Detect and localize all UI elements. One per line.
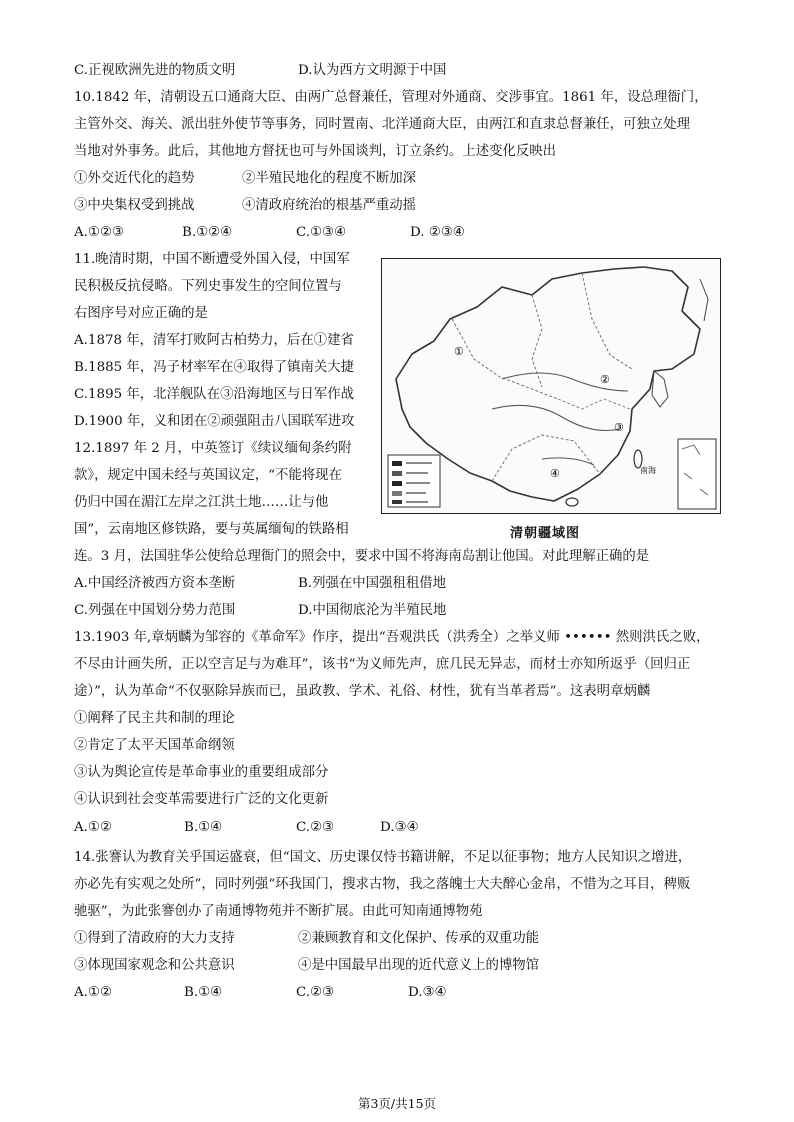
q10-items-row-2 (74, 196, 417, 216)
q13-stem-line-1: 13.1903 年,章炳麟为邹容的《革命军》作序，提出“吾观洪氏（洪秀全）之举义师 •••••• 然则洪氏之败， (74, 630, 710, 645)
map-caption: 清朝疆域图 (510, 526, 581, 541)
q10-option-a: A.①②③ (74, 225, 124, 240)
q9-option-c: C.正视欧洲先进的物质文明 (74, 63, 236, 78)
q14-option-a: A.①② (74, 985, 112, 1000)
q14-stem-line-2: 亦必先有实观之处所”，同时列强“环我国门，搜求古物，我之落魄士大夫醉心金帛，不惜为之耳目，稗贩 (74, 877, 691, 892)
q13-item-4: ④认识到社会变革需要进行广泛的文化更新 (74, 792, 329, 807)
q14-options (74, 983, 447, 1003)
q11-option-b: B.1885 年，冯子材率军在④取得了镇南关大捷 (74, 360, 355, 375)
map-label-4: ④ (550, 467, 560, 480)
q14-stem-line-1: 14.张謇认为教育关乎国运盛衰，但“国文、历史课仅恃书籍讲解，不足以征事物；地方人民知识之增进， (74, 850, 692, 865)
q10-stem-line-3: 当地对外事务。此后，其他地方督抚也可与外国谈判，订立条约。上述变化反映出 (74, 144, 557, 159)
q13-stem-line-3: 途）”，认为革命“不仅驱除异族而已，虽政教、学术、礼俗、材性，犹有当革者焉”。这表明章炳麟 (74, 684, 651, 699)
q12-option-a: A.中国经济被西方资本垄断 (74, 576, 236, 591)
q12-option-b: B.列强在中国强租租借地 (298, 576, 447, 591)
q13-option-b: B.①④ (184, 820, 223, 835)
q13-item-1: ①阐释了民主共和制的理论 (74, 711, 235, 726)
q10-stem-line-2: 主管外交、海关、派出驻外使节等事务，同时置南、北洋通商大臣，由两江和直隶总督兼任，可独立处理 (74, 117, 690, 132)
q11-stem-line-1: 11.晚清时期，中国不断遭受外国入侵，中国军 (74, 252, 350, 267)
q10-item-1: ①外交近代化的趋势 (74, 171, 195, 186)
q14-item-2: ②兼顾教育和文化保护、传承的双重功能 (298, 931, 540, 946)
q13-item-3: ③认为舆论宣传是革命事业的重要组成部分 (74, 765, 329, 780)
q11-option-c: C.1895 年，北洋舰队在③沿海地区与日军作战 (74, 387, 354, 402)
q14-item-1: ①得到了清政府的大力支持 (74, 931, 235, 946)
q12-stem-line-3: 仍归中国在湄江左岸之江洪土地……让与他 (74, 495, 329, 510)
q12-stem-line-4: 国”，云南地区修铁路，要与英属缅甸的铁路相 (74, 522, 349, 537)
q11-stem-line-3: 右图序号对应正确的是 (74, 306, 208, 321)
q9-option-d: D.认为西方文明源于中国 (298, 63, 447, 78)
q10-option-b: B.①②④ (182, 225, 233, 240)
q13-option-c: C.②③ (296, 820, 335, 835)
q14-option-b: B.①④ (184, 985, 223, 1000)
map-label-nanhai: 南海 (640, 466, 656, 475)
q11-stem-line-2: 民积极反抗侵略。下列史事发生的空间位置与 (74, 279, 342, 294)
q9-options-tail (74, 61, 447, 81)
q12-stem-line-5: 连。3 月，法国驻华公使给总理衙门的照会中，要求中国不将海南岛割让他国。对此理解正确的是 (74, 549, 650, 564)
q10-items-row-1 (74, 169, 417, 189)
q12-stem-line-1: 12.1897 年 2 月，中英签订《续议缅甸条约附 (74, 441, 352, 456)
q13-options (74, 818, 419, 838)
map-drawing (382, 259, 720, 513)
q10-stem-line-1: 10.1842 年，清朝设五口通商大臣、由两广总督兼任，管理对外通商、交涉事宜。1861 年，设总理衙门， (74, 90, 708, 105)
q12-options-row-2 (74, 601, 447, 621)
q10-option-d: D. ②③④ (410, 225, 465, 240)
map-label-1: ① (454, 345, 464, 358)
q10-item-3: ③中央集权受到挑战 (74, 198, 195, 213)
q13-stem-line-2: 不尽由计画失所，正以空言足与为难耳”，该书“为义师先声，庶几民无异志，而材士亦知所返乎（回归正 (74, 657, 691, 672)
q13-item-2: ②肯定了太平天国革命纲领 (74, 738, 235, 753)
q14-option-d: D.③④ (408, 985, 447, 1000)
q13-option-a: A.①② (74, 820, 112, 835)
q11-option-a: A.1878 年，清军打败阿古柏势力，后在①建省 (74, 333, 354, 348)
q10-item-2: ②半殖民地化的程度不断加深 (242, 171, 417, 186)
q14-items-row-2 (74, 956, 540, 976)
q11-option-d: D.1900 年，义和团在②顽强阻击八国联军进攻 (74, 414, 355, 429)
q14-item-4: ④是中国最早出现的近代意义上的博物馆 (298, 958, 540, 973)
q14-items-row-1 (74, 929, 540, 949)
page-number: 第3页/共15页 (357, 1096, 437, 1111)
q10-option-c: C.①③④ (296, 225, 347, 240)
q12-options-row-1 (74, 574, 447, 594)
q14-option-c: C.②③ (296, 985, 335, 1000)
qing-territory-map (381, 258, 721, 514)
q14-item-3: ③体现国家观念和公共意识 (74, 958, 235, 973)
q14-stem-line-3: 驰驱”，为此张謇创办了南通博物苑并不断扩展。由此可知南通博物苑 (74, 904, 483, 919)
q12-stem-line-2: 款》，规定中国未经与英国议定，“不能将现在 (74, 468, 342, 483)
q12-option-d: D.中国彻底沦为半殖民地 (298, 603, 447, 618)
map-label-2: ② (600, 373, 610, 386)
q10-item-4: ④清政府统治的根基严重动摇 (242, 198, 417, 213)
q13-option-d: D.③④ (380, 820, 419, 835)
map-label-3: ③ (614, 421, 624, 434)
q12-option-c: C.列强在中国划分势力范围 (74, 603, 236, 618)
q10-options (74, 223, 465, 243)
